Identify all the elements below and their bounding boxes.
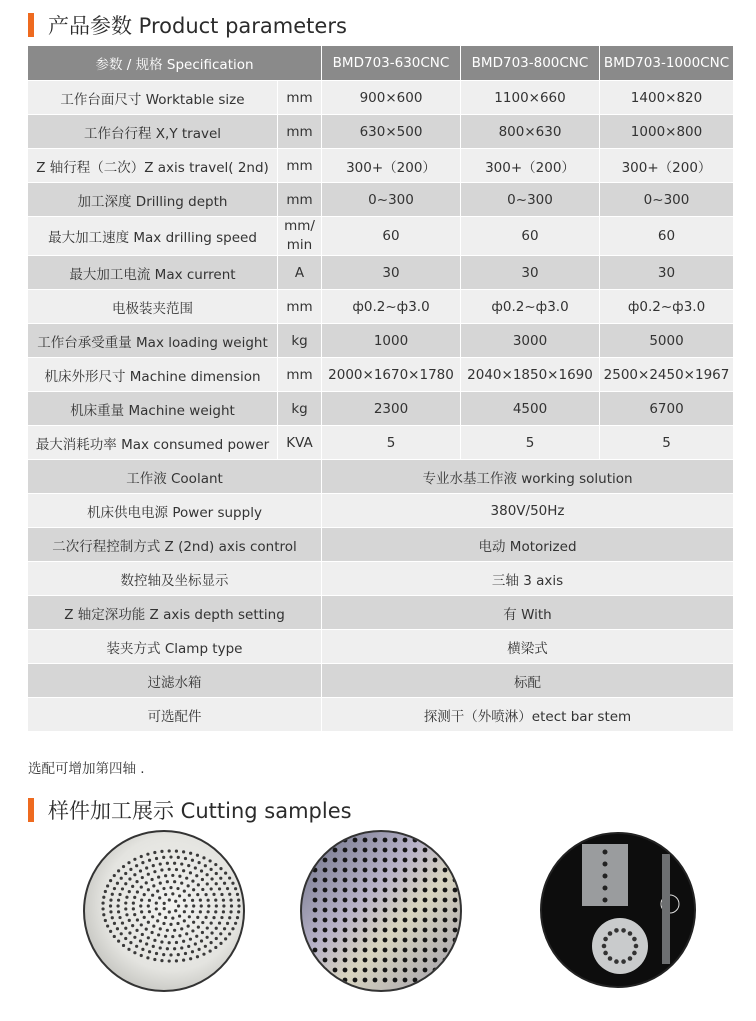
table-row-merged: [28, 698, 734, 732]
row-label: 过滤水箱: [28, 664, 322, 698]
table-row-merged: [28, 528, 734, 562]
samples-gallery: [0, 828, 756, 1008]
row-value: 三轴 3 axis: [322, 562, 734, 596]
row-value: 900×600: [322, 81, 461, 115]
row-value: ф0.2~ф3.0: [461, 290, 600, 324]
row-value: 0~300: [600, 183, 734, 217]
row-value: 800×630: [461, 115, 600, 149]
row-value: 1000×800: [600, 115, 734, 149]
row-value: 60: [600, 217, 734, 256]
row-value: 有 With: [322, 596, 734, 630]
row-value: 300+（200）: [600, 149, 734, 183]
table-row: [28, 217, 734, 256]
row-value: 探测干（外喷淋）etect bar stem: [322, 698, 734, 732]
section-title-text: 产品参数 Product parameters: [48, 14, 347, 38]
row-value: 1100×660: [461, 81, 600, 115]
row-value: 1400×820: [600, 81, 734, 115]
row-value: 30: [322, 256, 461, 290]
section-title-samples: [28, 795, 352, 825]
table-row: [28, 392, 734, 426]
row-value: 3000: [461, 324, 600, 358]
section-title-parameters: [28, 10, 347, 40]
row-value: 5000: [600, 324, 734, 358]
row-value: 电动 Motorized: [322, 528, 734, 562]
row-unit: mm: [278, 183, 322, 217]
table-row: [28, 256, 734, 290]
table-row-merged: [28, 596, 734, 630]
row-value: 630×500: [322, 115, 461, 149]
table-row: [28, 183, 734, 217]
row-value: 30: [461, 256, 600, 290]
row-unit: mm/ min: [278, 217, 322, 256]
row-value: 1000: [322, 324, 461, 358]
header-cell: BMD703-1000CNC: [600, 46, 734, 81]
perforated-plate-image: [302, 832, 460, 990]
row-unit: mm: [278, 290, 322, 324]
table-row: [28, 290, 734, 324]
sample-photo-perforated-disc: [83, 830, 245, 992]
table-row: [28, 324, 734, 358]
row-label: 机床外形尺寸 Machine dimension: [28, 358, 278, 392]
row-label: 工作台面尺寸 Worktable size: [28, 81, 278, 115]
row-label: 最大消耗功率 Max consumed power: [28, 426, 278, 460]
row-unit: kg: [278, 392, 322, 426]
row-label: 工作台承受重量 Max loading weight: [28, 324, 278, 358]
header-cell: BMD703-800CNC: [461, 46, 600, 81]
row-label: 二次行程控制方式 Z (2nd) axis control: [28, 528, 322, 562]
row-value: 0~300: [322, 183, 461, 217]
row-label: 工作台行程 X,Y travel: [28, 115, 278, 149]
row-label: 加工深度 Drilling depth: [28, 183, 278, 217]
row-value: 6700: [600, 392, 734, 426]
table-row: [28, 149, 734, 183]
table-row-merged: [28, 562, 734, 596]
header-cell: 参数 / 规格 Specification: [28, 46, 322, 81]
row-value: 60: [461, 217, 600, 256]
row-label: Z 轴行程（二次）Z axis travel( 2nd): [28, 149, 278, 183]
row-value: 380V/50Hz: [322, 494, 734, 528]
row-value: 2000×1670×1780: [322, 358, 461, 392]
header-cell: BMD703-630CNC: [322, 46, 461, 81]
title-accent-bar: [28, 13, 34, 37]
row-label: 最大加工电流 Max current: [28, 256, 278, 290]
row-value: 60: [322, 217, 461, 256]
row-unit: A: [278, 256, 322, 290]
row-value: 标配: [322, 664, 734, 698]
row-unit: mm: [278, 115, 322, 149]
row-value: 0~300: [461, 183, 600, 217]
row-unit: KVA: [278, 426, 322, 460]
table-row: [28, 81, 734, 115]
row-unit: mm: [278, 358, 322, 392]
perforated-disc-image: [85, 832, 243, 990]
spec-table: [27, 45, 734, 732]
row-label: 可选配件: [28, 698, 322, 732]
row-unit: kg: [278, 324, 322, 358]
table-row-merged: [28, 494, 734, 528]
row-value: 30: [600, 256, 734, 290]
row-value: 5: [322, 426, 461, 460]
row-unit: mm: [278, 149, 322, 183]
row-value: 5: [600, 426, 734, 460]
table-row: [28, 115, 734, 149]
row-value: 2500×2450×1967: [600, 358, 734, 392]
row-value: 300+（200）: [461, 149, 600, 183]
row-value: 4500: [461, 392, 600, 426]
row-label: 数控轴及坐标显示: [28, 562, 322, 596]
row-label: 机床供电电源 Power supply: [28, 494, 322, 528]
section-title-text: 样件加工展示 Cutting samples: [48, 799, 352, 823]
row-value: ф0.2~ф3.0: [600, 290, 734, 324]
sample-photo-perforated-plate: [300, 830, 462, 992]
table-row-merged: [28, 664, 734, 698]
table-header-row: [28, 46, 734, 81]
row-unit: mm: [278, 81, 322, 115]
row-value: 2040×1850×1690: [461, 358, 600, 392]
table-row-merged: [28, 630, 734, 664]
row-value: 300+（200）: [322, 149, 461, 183]
row-label: 最大加工速度 Max drilling speed: [28, 217, 278, 256]
table-row: [28, 358, 734, 392]
title-accent-bar: [28, 798, 34, 822]
drilled-parts-image: [542, 834, 694, 986]
row-label: 工作液 Coolant: [28, 460, 322, 494]
row-label: 机床重量 Machine weight: [28, 392, 278, 426]
row-label: 装夹方式 Clamp type: [28, 630, 322, 664]
row-value: ф0.2~ф3.0: [322, 290, 461, 324]
row-value: 5: [461, 426, 600, 460]
row-label: Z 轴定深功能 Z axis depth setting: [28, 596, 322, 630]
row-value: 横梁式: [322, 630, 734, 664]
sample-photo-drilled-parts: [540, 832, 696, 988]
row-label: 电极装夹范围: [28, 290, 278, 324]
footnote: 选配可增加第四轴 .: [28, 761, 145, 777]
row-value: 专业水基工作液 working solution: [322, 460, 734, 494]
table-row: [28, 426, 734, 460]
table-row-merged: [28, 460, 734, 494]
row-value: 2300: [322, 392, 461, 426]
